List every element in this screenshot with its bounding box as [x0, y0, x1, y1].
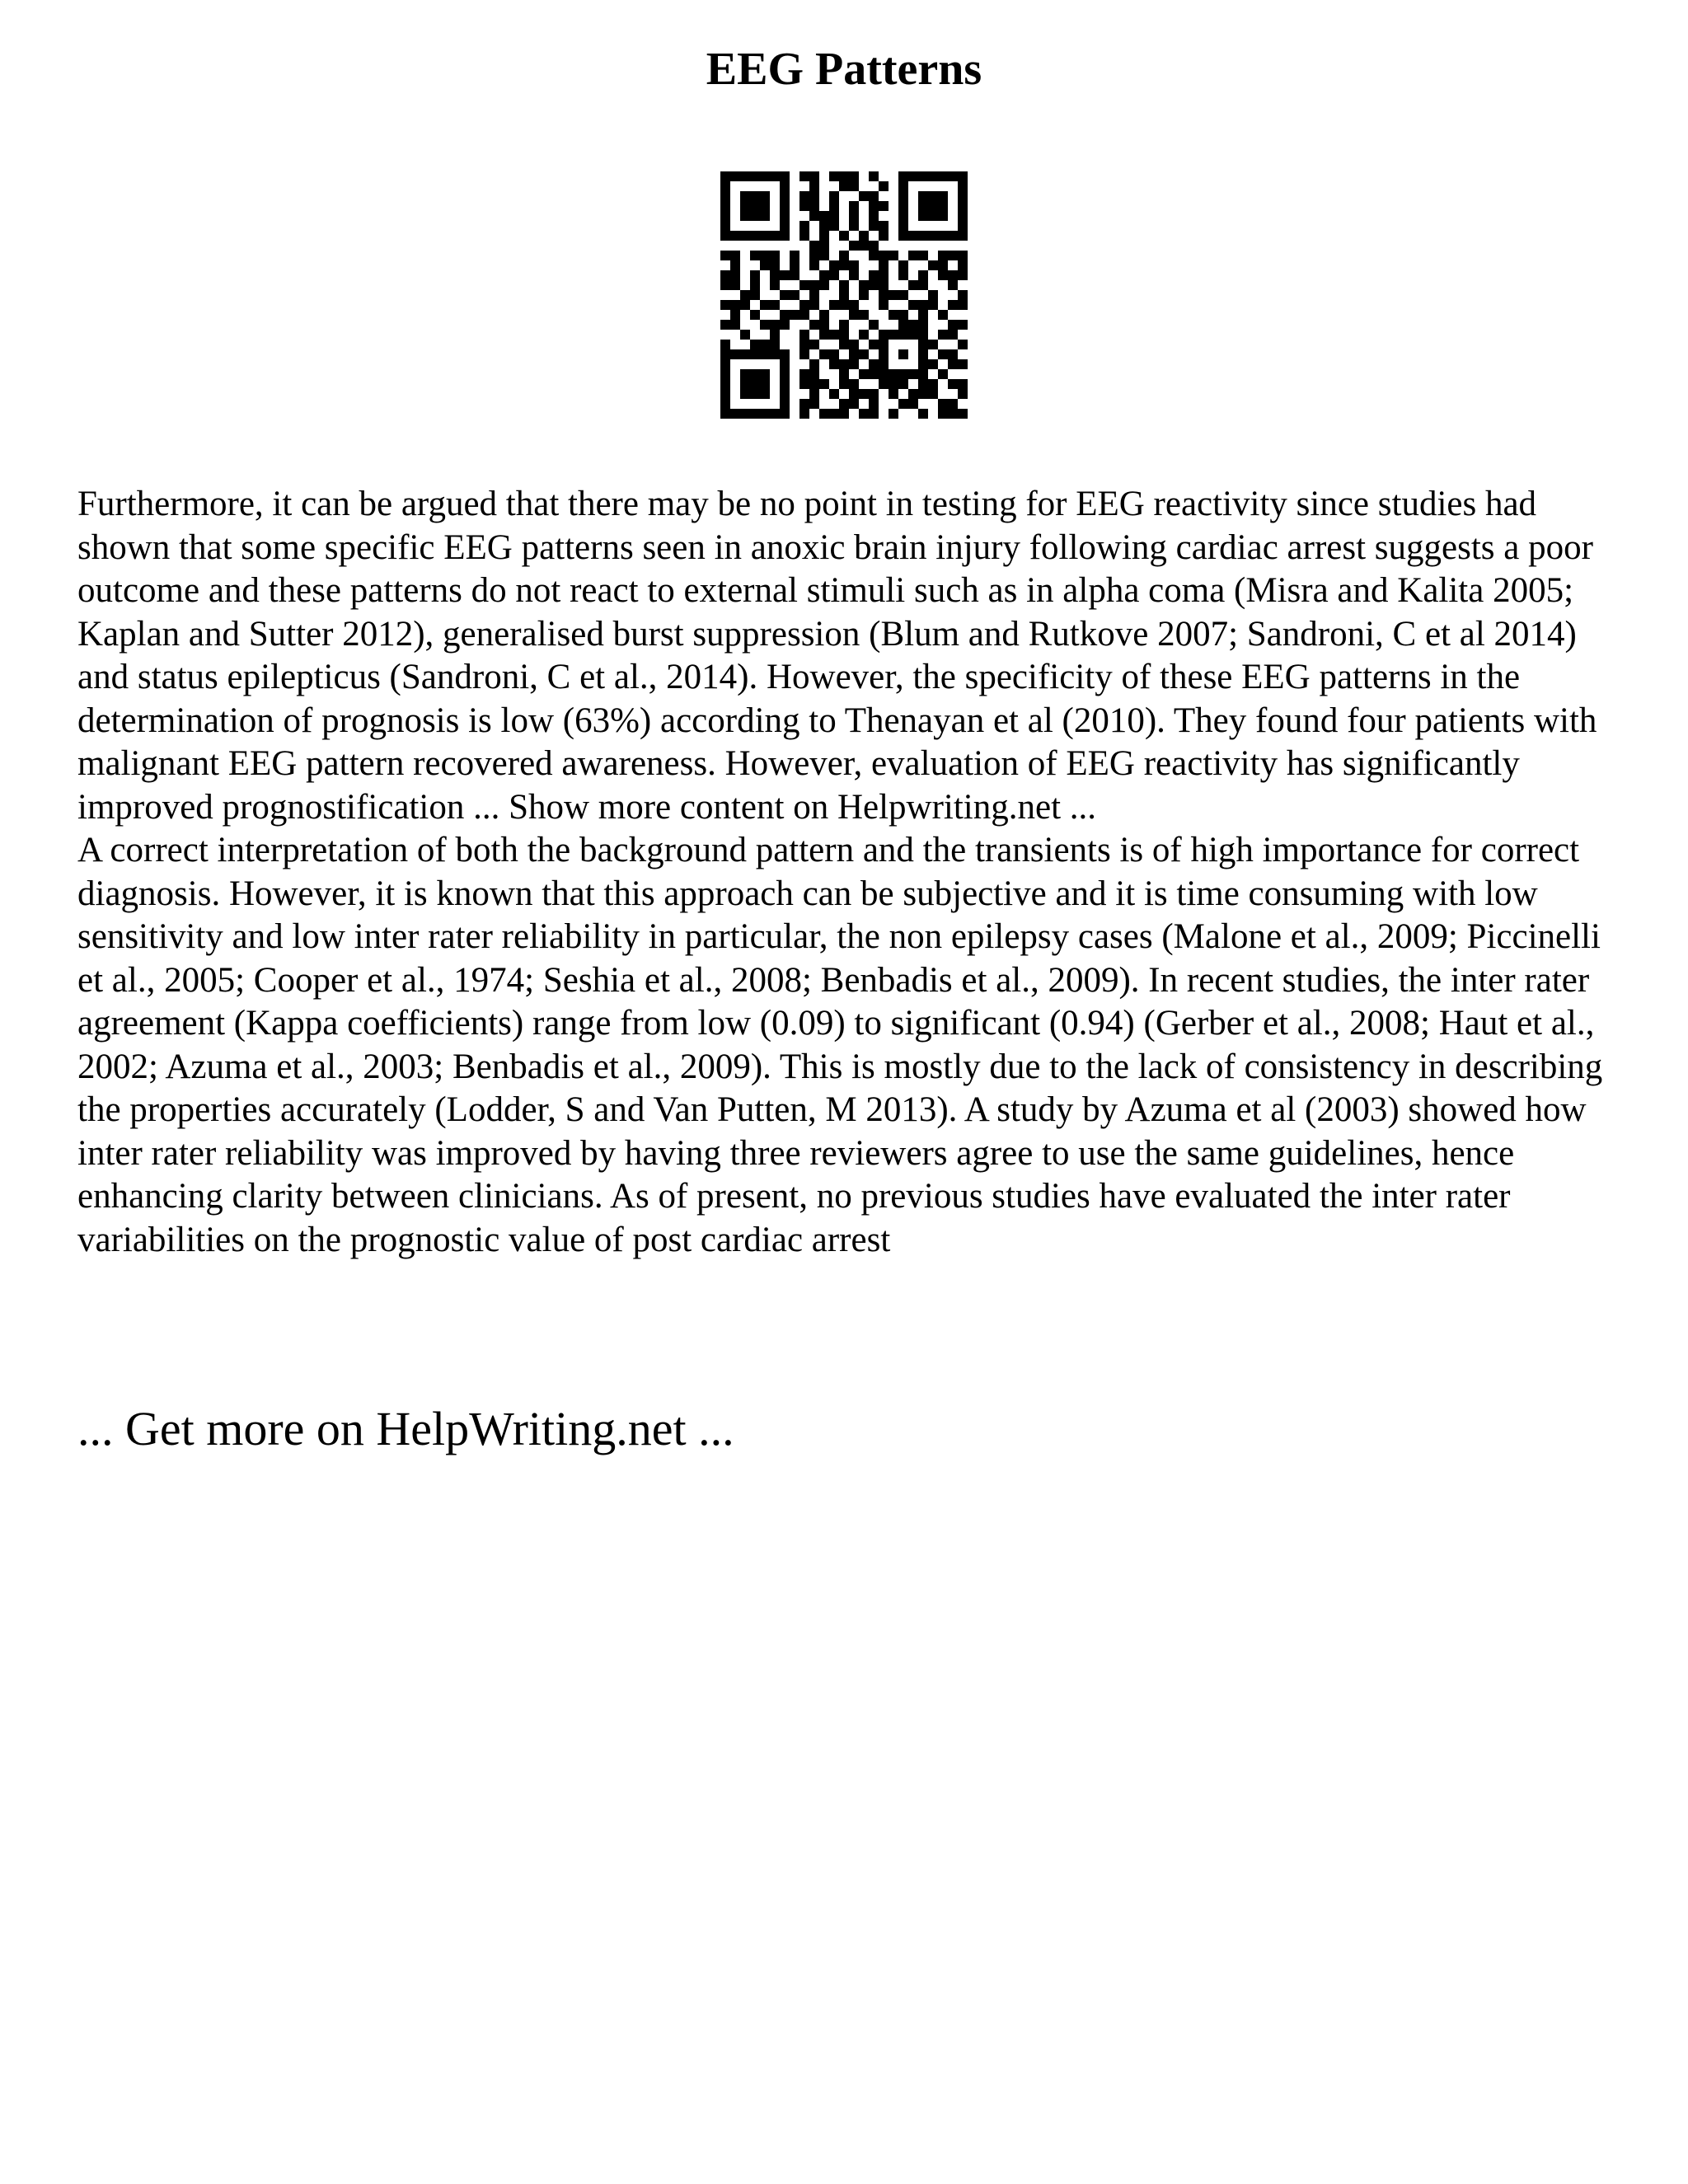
page-title: EEG Patterns — [706, 44, 982, 95]
get-more-link[interactable]: ... Get more on HelpWriting.net ... — [77, 1402, 734, 1455]
paragraph-2: A correct interpretation of both the background pattern and the transients is of high importance for correct diagnosis. However, it is known that this approach can be subjective and it is time consuming with low sensitivity and low inter rater reliability in particular, the non epilepsy cases (Malone et al., 2009; Piccinelli et al., 2005; Cooper et al., 1974; Seshia et al., 2008; Benbadis et al., 2009). In recent studies, the inter rater agreement (Kappa coefficients) range from low (0.09) to significant (0.94) (Gerber et al., 2008; Haut et al., 2002; Azuma et al., 2003; Benbadis et al., 2009). This is mostly due to the lack of consistency in describing the properties accurately (Lodder, S and Van Putten, M 2013). A study by Azuma et al (2003) showed how inter rater reliability was improved by having three reviewers agree to use the same guidelines, hence enhancing clarity between clinicians. As of present, no previous studies have evaluated the inter rater variabilities on the prognostic value of post cardiac arrest — [77, 831, 1603, 1259]
paragraph-1: Furthermore, it can be argued that there may be no point in testing for EEG reactivity since studies had shown that some specific EEG patterns seen in anoxic brain injury following cardiac arrest suggests a poor outcome and these patterns do not react to external stimuli such as in alpha coma (Misra and Kalita 2005; Kaplan and Sutter 2012), generalised burst suppression (Blum and Rutkove 2007; Sandroni, C et al 2014) and status epilepticus (Sandroni, C et al., 2014). However, the specificity of these EEG patterns in the determination of prognosis is low (63%) according to Thenayan et al (2010). They found four patients with malignant EEG pattern recovered awareness. However, evaluation of EEG reactivity has significantly improved prognostification ... Show more content on Helpwriting.net ... — [77, 485, 1597, 827]
body-text — [77, 483, 1627, 1262]
qr-code-icon — [720, 171, 968, 419]
